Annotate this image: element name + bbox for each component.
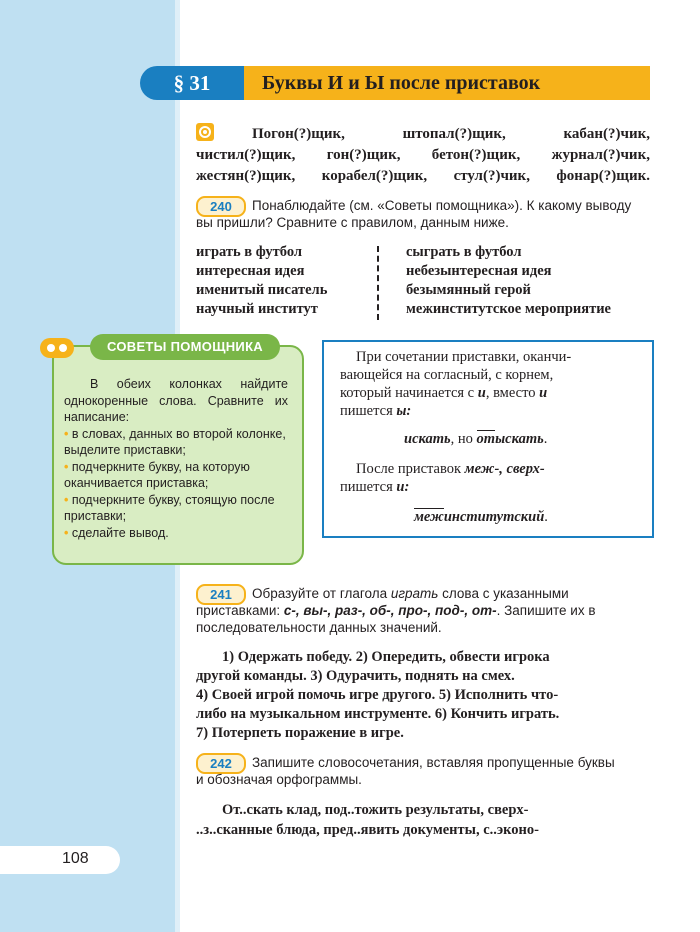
advice-item-text: сделайте вывод. (71, 525, 169, 540)
column-divider (377, 246, 379, 320)
words-line (196, 166, 650, 187)
right-column-item: межинститутское мероприятие (406, 301, 611, 317)
bullet-icon: • (64, 459, 72, 474)
rule-text: После приставок (356, 461, 465, 477)
exercise-241-badge: 241 (196, 584, 246, 605)
bullet-icon: • (64, 426, 72, 441)
advice-icon (40, 338, 74, 358)
section-header (140, 66, 650, 100)
task-line: 1) Одержать победу. 2) Опередить, обвести игрока (222, 649, 550, 665)
exercise-241-line (252, 585, 656, 602)
bullet-icon: • (64, 525, 72, 540)
rule-text: пишется (340, 403, 397, 419)
example-prefix: от (476, 431, 496, 447)
example-prefix: меж (414, 509, 444, 525)
bullet-icon: • (64, 492, 72, 507)
rule-prefixes: меж-, сверх- (464, 461, 545, 477)
left-column-item: интересная идея (196, 263, 305, 279)
rule-letter: и (477, 385, 486, 401)
word: Погон(?)щик, (252, 126, 345, 142)
right-column-item: небезынтересная идея (406, 263, 552, 279)
advice-item (64, 525, 288, 542)
task-line: другой команды. 3) Одурачить, поднять на смех. (196, 668, 515, 684)
exercise-241-prefixes: с-, вы-, раз-, об-, про-, под-, от- (283, 603, 497, 618)
section-number: § 31 (140, 66, 244, 100)
exercise-240-badge: 240 (196, 196, 246, 217)
right-column (406, 243, 611, 319)
section-title: Буквы И и Ы после приставок (262, 72, 541, 94)
page-number: 108 (62, 850, 89, 867)
exercise-241-fragment: слова с указанными (438, 586, 569, 601)
exercise-241-verb: играть (390, 586, 439, 601)
exercise-242-word-line: ..з..сканные блюда, пред..явить документы, с..эконо- (196, 822, 539, 838)
exercise-241-fragment: приставками: (196, 603, 284, 618)
exercise-241-tasks (196, 648, 650, 743)
rule-paragraph-2 (340, 460, 646, 496)
rule-line (340, 478, 646, 496)
task-line: 7) Потерпеть поражение в игре. (196, 725, 404, 741)
advice-item-text: подчеркните букву, на которую оканчивается приставка; (64, 459, 250, 490)
rule-text: который начинается с (340, 385, 478, 401)
advice-item (64, 459, 288, 492)
exercise-242-line: Запишите словосочетания, вставляя пропущенные буквы (252, 755, 615, 770)
left-column-item: играть в футбол (196, 244, 303, 260)
advice-item-text: подчеркните букву, стоящую после приставки; (64, 492, 275, 523)
rule-letter: ы: (396, 403, 412, 419)
exercise-240-line: вы пришли? Сравните с правилом, данным ниже. (196, 215, 509, 230)
advice-intro: В обеих колонках найдите однокоренные слова. Сравните их написание: (64, 377, 288, 424)
example-word: ыскать (495, 431, 544, 447)
word: жестян(?)щик, (196, 168, 296, 184)
advice-item-text: в словах, данных во второй колонке, выделите приставки; (64, 426, 286, 457)
exercise-241-fragment: Образуйте от глагола (252, 586, 391, 601)
exercise-240-line: Понаблюдайте (см. «Советы помощника»). К какому выводу (252, 198, 632, 213)
task-line: либо на музыкальном инструменте. 6) Кончить играть. (196, 706, 560, 722)
rule-text: , вместо (485, 385, 540, 401)
rule-paragraph-1 (340, 348, 640, 420)
words-exercise (196, 124, 650, 187)
exercise-242-line: и обозначая орфограммы. (196, 772, 362, 787)
word: бетон(?)щик, (431, 147, 521, 163)
word: чистил(?)щик, (196, 147, 296, 163)
rule-letter: и (539, 385, 548, 401)
words-line (196, 145, 650, 166)
example-word: искать (404, 431, 451, 447)
word: гон(?)щик, (326, 147, 401, 163)
right-column-item: сыграть в футбол (406, 244, 522, 260)
left-column-item: научный институт (196, 301, 318, 317)
rule-line: При сочетании приставки, оканчи- (356, 349, 572, 365)
right-column-item: безымянный герой (406, 282, 531, 298)
advice-item (64, 426, 288, 459)
task-line: 4) Своей игрой помочь игре другого. 5) Исполнить что- (196, 687, 559, 703)
left-column-item: именитый писатель (196, 282, 328, 298)
word: штопал(?)щик, (402, 126, 506, 142)
exercise-242-badge: 242 (196, 753, 246, 774)
word: стул(?)чик, (453, 168, 530, 184)
advice-title: СОВЕТЫ ПОМОЩНИКА (90, 334, 280, 360)
example-text: . (543, 431, 548, 447)
words-line (196, 124, 650, 145)
rule-text: пишется (340, 479, 397, 495)
left-column (196, 243, 327, 319)
advice-text (64, 376, 288, 541)
exercise-242-words (196, 800, 650, 840)
rule-line (340, 402, 640, 420)
exercise-241-line (196, 602, 656, 619)
example-text: . (544, 509, 548, 525)
page-number-tab (0, 846, 120, 874)
example-word: институтский (443, 509, 545, 525)
rule-line (356, 460, 646, 478)
rule-line (340, 384, 640, 402)
word: корабел(?)щик, (321, 168, 428, 184)
word: кабан(?)чик, (563, 126, 650, 142)
advice-item (64, 492, 288, 525)
rule-example-2 (414, 508, 548, 526)
section-title-bar (244, 66, 650, 100)
exercise-241-line: последовательности данных значений. (196, 620, 442, 635)
word: фонар(?)щик. (556, 168, 650, 184)
exercise-242-word-line: От..скать клад, под..тожить результаты, сверх- (222, 802, 529, 818)
rule-letter: и: (396, 479, 410, 495)
exercise-241-fragment: . Запишите их в (496, 603, 596, 618)
word: журнал(?)чик, (551, 147, 650, 163)
example-text: , но (450, 431, 477, 447)
rule-example-1 (404, 430, 547, 448)
rule-line: вающейся на согласный, с корнем, (340, 367, 554, 383)
